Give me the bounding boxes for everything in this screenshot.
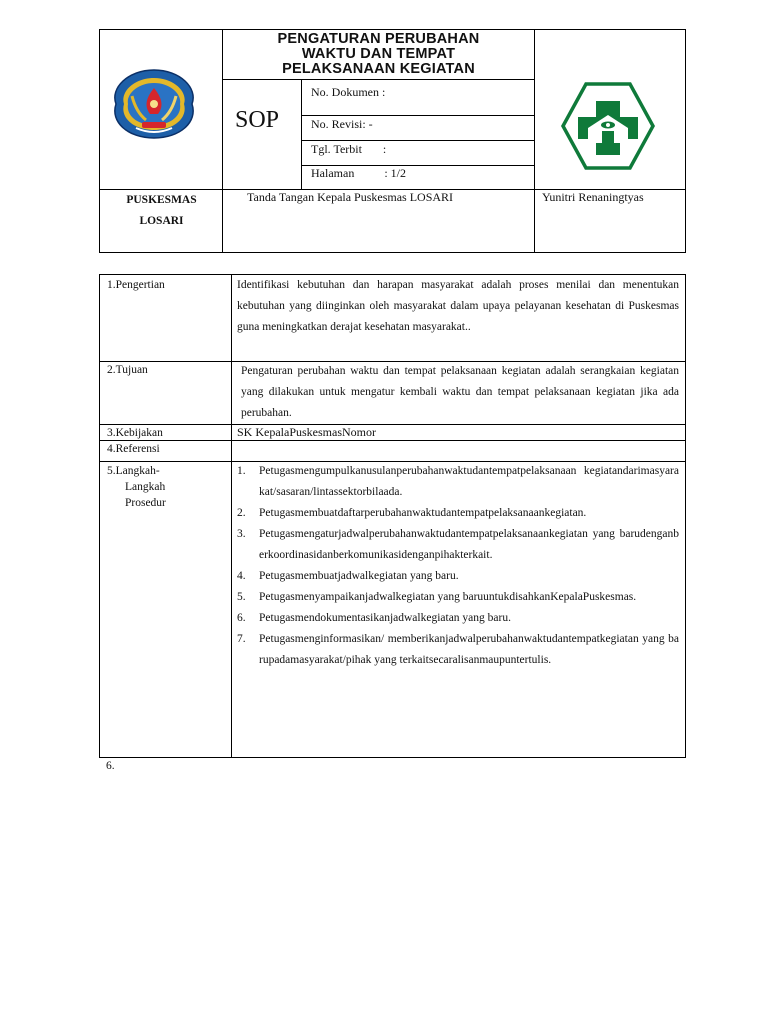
sop-label: SOP [235, 107, 280, 133]
sop-header-table [99, 29, 686, 253]
title-line: WAKTU DAN TEMPAT [301, 46, 456, 62]
step-text: Petugasmenyampaikanjadwalkegiatan yang baruuntukdisahkanKepalaPuskesmas. [259, 591, 637, 603]
label-line: 5.Langkah- [107, 465, 160, 477]
list-item [237, 587, 679, 608]
sop-content-table [99, 274, 686, 758]
signature-label: Tanda Tangan Kepala Puskesmas LOSARI [247, 190, 454, 204]
pengertian-text: Identifikasi kebutuhan dan harapan masyarakat adalah proses menilai dan menentukan kebutuhan yang diinginkan oleh masyarakat dalam upaya pelayanan kesehatan di Puskesmas guna meningkatkan derajat kesehatan masyarakat.. [237, 279, 679, 333]
title-line: PELAKSANAAN KEGIATAN [282, 61, 475, 77]
puskesmas-line: PUSKESMAS [126, 194, 197, 206]
row-label-langkah [107, 463, 166, 511]
step-text: Petugasmenginformasikan/ memberikanjadwalperubahanwaktudantempatkegiatan yang barupadamasyarakat/pihak yang terkaitsecaralisanmaupuntertulis. [259, 633, 679, 666]
row-divider [100, 424, 685, 425]
content-column-divider [231, 275, 232, 757]
header-divider [301, 79, 302, 189]
row-label-kebijakan: 3.Kebijakan [107, 427, 163, 439]
step-number: 3. [237, 528, 246, 540]
step-number: 4. [237, 570, 246, 582]
tujuan-text: Pengaturan perubahan waktu dan tempat pelaksanaan kegiatan adalah serangkaian kegiatan yang dilakukan untuk mengatur kembali waktu dan tempat pelaksanaan kegiatan jika ada perubahan. [241, 365, 679, 419]
list-item [237, 608, 679, 629]
halaman: Halaman : 1/2 [311, 166, 406, 180]
row-divider [100, 440, 685, 441]
procedure-steps [237, 461, 679, 671]
no-revisi: No. Revisi: - [311, 117, 373, 131]
list-item [237, 566, 679, 587]
list-item [237, 503, 679, 524]
no-dokumen: No. Dokumen : [311, 85, 386, 99]
step-number: 2. [237, 507, 246, 519]
puskesmas-name [100, 190, 223, 232]
document-title [223, 32, 534, 77]
label-line: Langkah [125, 481, 166, 493]
kebijakan-text: SK KepalaPuskesmasNomor [237, 425, 376, 439]
row-label-pengertian: 1.Pengertian [107, 279, 165, 291]
step-number: 6. [237, 612, 246, 624]
header-divider [301, 115, 534, 116]
step-text: Petugasmembuatdaftarperubahanwaktudantempatpelaksanaankegiatan. [259, 507, 587, 519]
title-line: PENGATURAN PERUBAHAN [277, 31, 480, 47]
trailing-number: 6. [106, 760, 115, 772]
header-divider [222, 79, 534, 80]
step-text: Petugasmengaturjadwalperubahanwaktudantempatpelaksanaankegiatan yang barudenganberkoordinasidanberkomunikasidenganpihakterkait. [259, 528, 679, 561]
header-divider [534, 30, 535, 253]
regional-emblem-logo [106, 66, 202, 142]
label-line: Prosedur [125, 497, 166, 509]
step-number: 1. [237, 465, 246, 477]
row-label-referensi: 4.Referensi [107, 443, 160, 455]
list-item [237, 629, 679, 671]
step-text: Petugasmendokumentasikanjadwalkegiatan yang baru. [259, 612, 511, 624]
step-text: Petugasmembuatjadwalkegiatan yang baru. [259, 570, 459, 582]
step-number: 7. [237, 633, 246, 645]
signer-name: Yunitri Renaningtyas [542, 190, 644, 204]
list-item [237, 461, 679, 503]
row-label-tujuan: 2.Tujuan [107, 364, 148, 376]
step-text: Petugasmengumpulkanusulanperubahanwaktudantempatpelaksanaan kegiatandarimasyarakat/sasaran/lintassektorbilaada. [259, 465, 679, 498]
puskesmas-line: LOSARI [139, 215, 184, 227]
tgl-terbit: Tgl. Terbit : [311, 142, 387, 156]
header-divider [301, 140, 534, 141]
puskesmas-logo [558, 81, 658, 171]
step-number: 5. [237, 591, 246, 603]
list-item [237, 524, 679, 566]
